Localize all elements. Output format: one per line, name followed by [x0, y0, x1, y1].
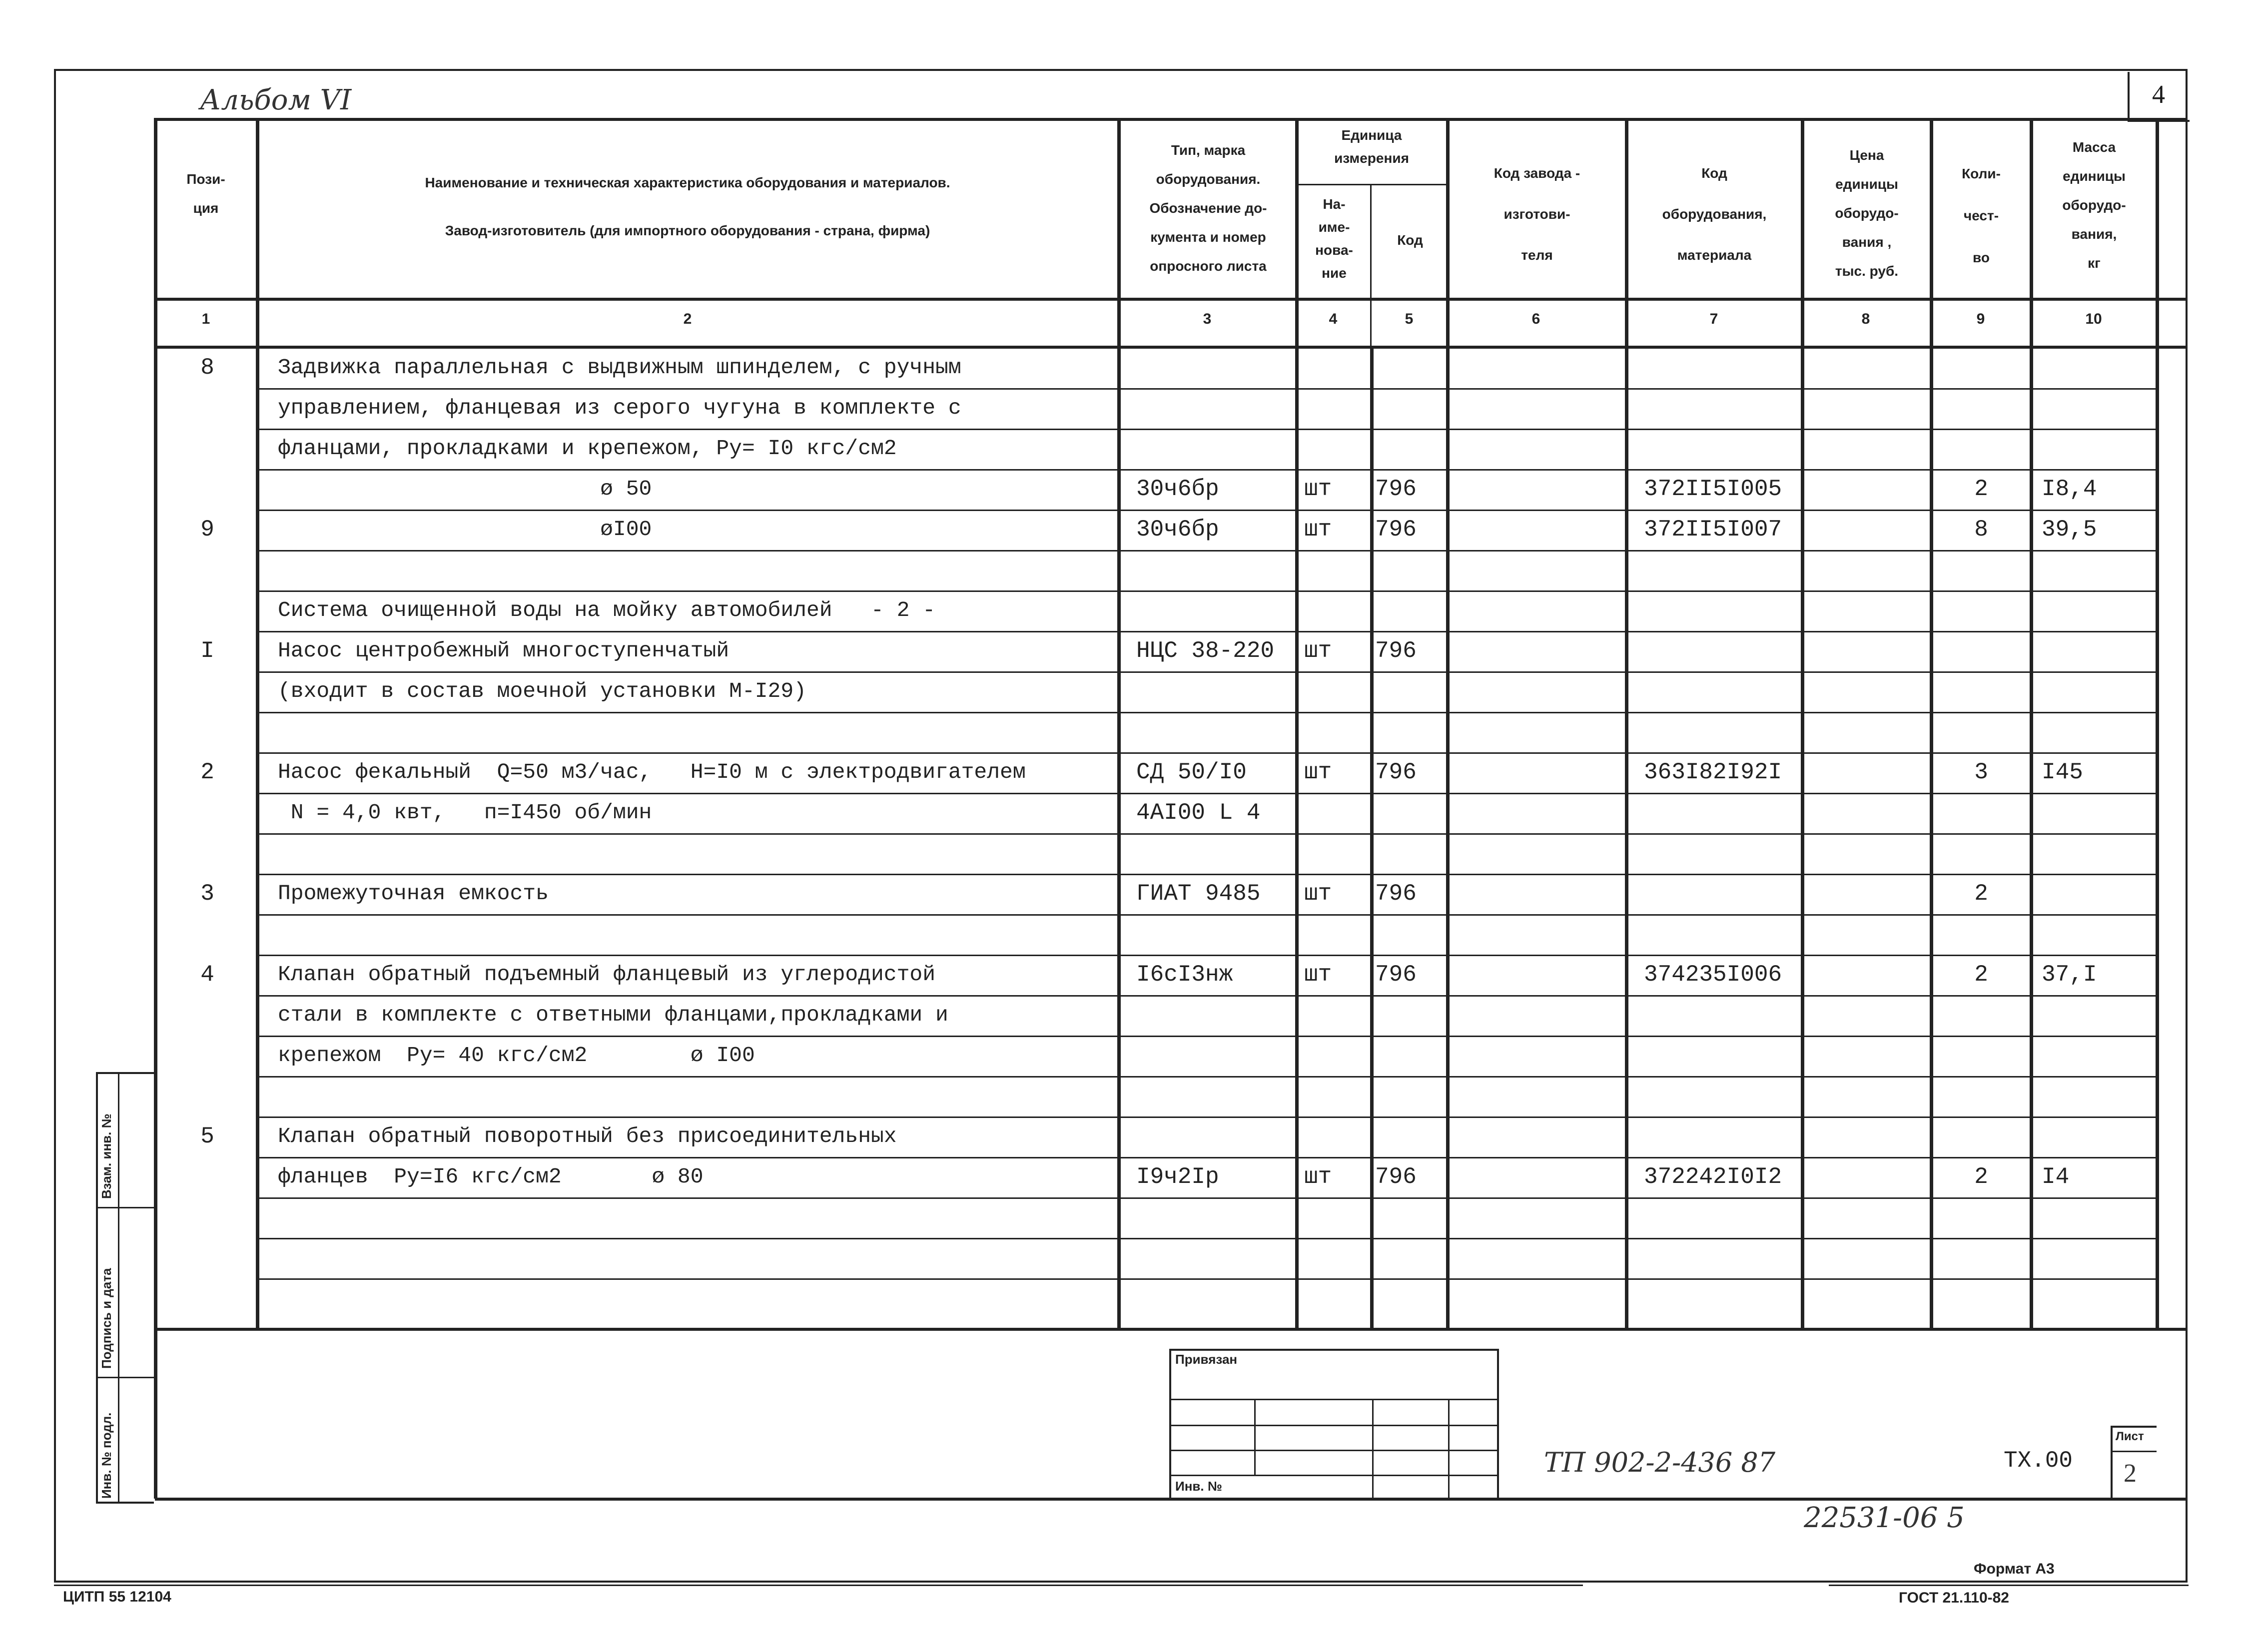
- cell-name: øI00: [278, 517, 652, 542]
- cell-mass: I4: [2042, 1164, 2070, 1190]
- cell-eqcode: 372II5I005: [1644, 476, 1782, 502]
- cell-name: крепежом Ру= 40 кгс/см2 ø I00: [278, 1043, 755, 1068]
- cell-pos: 3: [200, 881, 214, 907]
- cell-pos: 5: [200, 1123, 214, 1149]
- cell-qty: 2: [1974, 962, 1988, 988]
- cell-eqcode: 372242I0I2: [1644, 1164, 1782, 1190]
- cell-unit: шт: [1304, 517, 1332, 543]
- cell-pos: 8: [200, 355, 214, 381]
- column-number: 6: [1531, 311, 1540, 327]
- cell-qty: 3: [1974, 759, 1988, 785]
- sheet-value: 2: [2124, 1459, 2137, 1488]
- column-number: 5: [1405, 311, 1414, 327]
- cell-name: Насос фекальный Q=50 м3/час, Н=I0 м с электродвигателем: [278, 760, 1026, 784]
- title-block-left: [1169, 1349, 1499, 1500]
- column-number: 8: [1861, 311, 1870, 327]
- side-stamp-vzam-inv: Взам. инв. №: [99, 1113, 114, 1199]
- column-number: 10: [2085, 311, 2102, 327]
- cell-type: НЦС 38-220: [1136, 638, 1275, 664]
- header-name: Наименование и техническая характеристика оборудования и материалов. Завод-изготовитель (для импортного оборудования - страна, фирма): [425, 175, 950, 238]
- cell-unit: шт: [1304, 638, 1332, 664]
- side-stamp-inv-podl: Инв. № подл.: [99, 1412, 114, 1499]
- cell-type: ГИАТ 9485: [1136, 881, 1261, 907]
- album-label: Альбом VI: [200, 84, 352, 116]
- cell-pos: I: [200, 638, 214, 664]
- cell-name: Клапан обратный поворотный без присоединительных: [278, 1124, 897, 1148]
- cell-unit: шт: [1304, 476, 1332, 502]
- cell-qty: 2: [1974, 1164, 1988, 1190]
- format-label: Формат А3: [1974, 1561, 2055, 1577]
- cell-name: фланцами, прокладками и крепежом, Ру= I0 кгс/см2: [278, 436, 897, 461]
- cell-unit: шт: [1304, 881, 1332, 907]
- header-unit-group: Единица измерения: [1334, 127, 1409, 166]
- header-unit-name: На- име- нова- ние: [1315, 196, 1353, 281]
- cell-name: Система очищенной воды на мойку автомобилей - 2 -: [278, 598, 936, 622]
- doc-mark: ТХ.00: [2004, 1448, 2073, 1474]
- cell-type: СД 50/I0: [1136, 759, 1247, 785]
- citp-code: ЦИТП 55 12104: [63, 1589, 171, 1605]
- cell-name: Клапан обратный подъемный фланцевый из углеродистой: [278, 962, 936, 987]
- cell-pos: 4: [200, 962, 214, 988]
- cell-code: 796: [1375, 881, 1417, 907]
- header-quantity: Коли- чест- во: [1962, 166, 2001, 265]
- column-number: 9: [1976, 311, 1985, 327]
- cell-eqcode: 372II5I007: [1644, 517, 1782, 543]
- sheet-number-top: 4: [2152, 80, 2165, 109]
- cell-name: фланцев Ру=I6 кгс/см2 ø 80: [278, 1164, 704, 1189]
- header-position: Пози- ция: [186, 171, 225, 216]
- cell-name: Промежуточная емкость: [278, 881, 549, 906]
- doc-code: ТП 902-2-436 87: [1544, 1447, 1776, 1478]
- sheet-label: Лист: [2116, 1430, 2144, 1443]
- cell-code: 796: [1375, 517, 1417, 543]
- cell-eqcode: 363I82I92I: [1644, 759, 1782, 785]
- header-equipment-code: Код оборудования, материала: [1662, 165, 1767, 263]
- cell-code: 796: [1375, 1164, 1417, 1190]
- cell-type: 30ч6бр: [1136, 517, 1219, 543]
- cell-qty: 8: [1974, 517, 1988, 543]
- inv-no-label: Инв. №: [1175, 1479, 1222, 1494]
- cell-mass: I45: [2042, 759, 2083, 785]
- cell-name: управлением, фланцевая из серого чугуна в комплекте с: [278, 396, 961, 420]
- column-number: 4: [1329, 311, 1338, 327]
- cell-code: 796: [1375, 962, 1417, 988]
- gost-label: ГОСТ 21.110-82: [1899, 1590, 2009, 1606]
- column-number: 1: [201, 311, 210, 327]
- header-unit-code: Код: [1397, 232, 1423, 248]
- header-mass: Масса единицы оборудо- вания, кг: [2062, 139, 2126, 271]
- cell-code: 796: [1375, 759, 1417, 785]
- cell-type: I6cI3нж: [1136, 962, 1233, 988]
- cell-name: стали в комплекте с ответными фланцами,прокладками и: [278, 1003, 948, 1027]
- privyazan-label: Привязан: [1175, 1352, 1238, 1367]
- cell-type: 30ч6бр: [1136, 476, 1219, 502]
- cell-unit: шт: [1304, 1164, 1332, 1190]
- cell-name: ø 50: [278, 477, 652, 501]
- column-number: 2: [683, 311, 692, 327]
- header-type: Тип, марка оборудования. Обозначение до- кумента и номер опросного листа: [1149, 142, 1267, 274]
- cell-unit: шт: [1304, 962, 1332, 988]
- cell-pos: 9: [200, 517, 214, 543]
- cell-qty: 2: [1974, 881, 1988, 907]
- cell-mass: I8,4: [2042, 476, 2097, 502]
- cell-name: (входит в состав моечной установки М-I29): [278, 679, 806, 703]
- column-number: 3: [1203, 311, 1212, 327]
- header-price: Цена единицы оборудо- вания , тыс. руб.: [1835, 147, 1899, 279]
- cell-code: 796: [1375, 638, 1417, 664]
- bottom-registration-number: 22531-06 5: [1804, 1502, 1965, 1534]
- cell-type: 4АI00 L 4: [1136, 800, 1261, 826]
- cell-eqcode: 374235I006: [1644, 962, 1782, 988]
- side-stamp-signature-date: Подпись и дата: [99, 1268, 114, 1369]
- column-number: 7: [1709, 311, 1718, 327]
- cell-mass: 37,I: [2042, 962, 2097, 988]
- header-factory-code: Код завода - изготови- теля: [1494, 165, 1580, 263]
- cell-name: Насос центробежный многоступенчатый: [278, 638, 730, 663]
- cell-qty: 2: [1974, 476, 1988, 502]
- cell-type: I9ч2Iр: [1136, 1164, 1219, 1190]
- cell-name: N = 4,0 квт, п=I450 об/мин: [278, 800, 652, 825]
- cell-pos: 2: [200, 759, 214, 785]
- cell-mass: 39,5: [2042, 517, 2097, 543]
- cell-code: 796: [1375, 476, 1417, 502]
- cell-unit: шт: [1304, 759, 1332, 785]
- cell-name: Задвижка параллельная с выдвижным шпинделем, с ручным: [278, 355, 961, 380]
